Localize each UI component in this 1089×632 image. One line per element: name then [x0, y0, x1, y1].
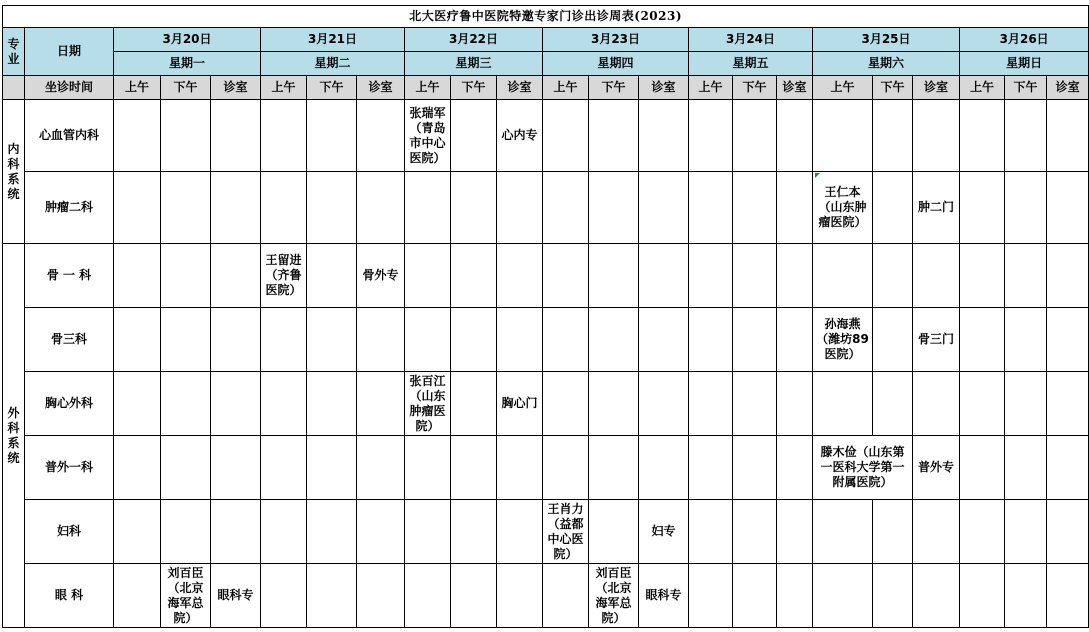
schedule-cell[interactable] [405, 244, 451, 308]
schedule-cell[interactable] [307, 244, 357, 308]
schedule-cell[interactable] [211, 308, 261, 372]
slot-room: 诊室 [777, 76, 813, 100]
department-label: 眼 科 [25, 564, 114, 628]
schedule-cell[interactable] [307, 436, 357, 500]
schedule-cell[interactable] [357, 436, 405, 500]
schedule-cell[interactable] [211, 500, 261, 564]
schedule-cell[interactable] [733, 564, 777, 628]
schedule-cell[interactable] [1005, 100, 1047, 172]
room-cell[interactable]: 骨外专 [357, 244, 405, 308]
room-cell[interactable]: 肿二门 [913, 172, 960, 244]
time-header: 坐诊时间 [25, 76, 114, 100]
day-date-sat: 3月25日 [813, 28, 960, 52]
schedule-cell[interactable] [1047, 564, 1089, 628]
schedule-cell[interactable] [777, 436, 813, 500]
slot-room: 诊室 [211, 76, 261, 100]
group-label: 内科系统 [3, 100, 25, 244]
schedule-cell[interactable] [589, 500, 639, 564]
department-label: 心血管内科 [25, 100, 114, 172]
schedule-cell[interactable] [307, 564, 357, 628]
schedule-cell[interactable] [960, 100, 1005, 172]
slot-afternoon: 下午 [733, 76, 777, 100]
schedule-cell[interactable] [497, 436, 543, 500]
slot-afternoon: 下午 [1005, 76, 1047, 100]
weekday-mon: 星期一 [114, 52, 261, 76]
schedule-cell[interactable] [960, 244, 1005, 308]
schedule-cell[interactable] [451, 500, 497, 564]
schedule-cell[interactable] [733, 500, 777, 564]
schedule-cell[interactable] [1005, 244, 1047, 308]
department-label: 胸心外科 [25, 372, 114, 436]
slot-morning: 上午 [405, 76, 451, 100]
schedule-cell[interactable] [873, 308, 913, 372]
schedule-cell[interactable] [451, 436, 497, 500]
schedule-cell[interactable] [357, 564, 405, 628]
slot-morning: 上午 [261, 76, 307, 100]
schedule-cell[interactable] [960, 308, 1005, 372]
schedule-cell[interactable] [960, 372, 1005, 436]
schedule-cell[interactable] [114, 564, 161, 628]
day-date-tue: 3月21日 [261, 28, 405, 52]
schedule-cell[interactable] [357, 308, 405, 372]
schedule-cell[interactable] [589, 100, 639, 172]
schedule-cell[interactable] [405, 308, 451, 372]
weekday-sat: 星期六 [813, 52, 960, 76]
schedule-cell[interactable] [161, 100, 211, 172]
schedule-cell[interactable] [733, 436, 777, 500]
schedule-cell[interactable] [873, 100, 913, 172]
department-label: 肿瘤二科 [25, 172, 114, 244]
schedule-cell[interactable] [497, 500, 543, 564]
schedule-cell[interactable] [733, 100, 777, 172]
schedule-cell[interactable] [114, 436, 161, 500]
department-label: 普外一科 [25, 436, 114, 500]
schedule-cell[interactable] [777, 308, 813, 372]
schedule-cell[interactable] [1005, 436, 1047, 500]
schedule-cell[interactable] [639, 308, 689, 372]
day-date-fri: 3月24日 [689, 28, 813, 52]
schedule-cell[interactable] [161, 308, 211, 372]
schedule-cell[interactable] [543, 564, 589, 628]
slot-afternoon: 下午 [307, 76, 357, 100]
schedule-cell[interactable] [1047, 172, 1089, 244]
schedule-cell[interactable] [913, 244, 960, 308]
schedule-cell[interactable] [873, 172, 913, 244]
group-label: 外科系统 [3, 244, 25, 628]
schedule-cell[interactable] [913, 564, 960, 628]
room-cell[interactable]: 普外专 [913, 436, 960, 500]
slot-morning: 上午 [543, 76, 589, 100]
table-row [3, 564, 1089, 628]
table-row [3, 100, 1089, 172]
schedule-cell[interactable] [405, 436, 451, 500]
schedule-cell[interactable] [211, 100, 261, 172]
schedule-cell[interactable] [639, 244, 689, 308]
schedule-cell[interactable] [777, 500, 813, 564]
schedule-cell[interactable] [689, 564, 733, 628]
schedule-cell[interactable] [261, 436, 307, 500]
schedule-cell[interactable] [307, 500, 357, 564]
schedule-cell[interactable] [307, 372, 357, 436]
department-label: 妇科 [25, 500, 114, 564]
schedule-cell[interactable] [261, 100, 307, 172]
day-date-mon: 3月20日 [114, 28, 261, 52]
doctor-cell[interactable]: 王仁本（山东肿瘤医院） [813, 172, 873, 244]
room-cell[interactable]: 骨三门 [913, 308, 960, 372]
schedule-cell[interactable] [873, 564, 913, 628]
schedule-cell[interactable] [211, 436, 261, 500]
schedule-cell[interactable] [689, 100, 733, 172]
slot-room: 诊室 [497, 76, 543, 100]
schedule-cell[interactable] [813, 500, 873, 564]
schedule-cell[interactable] [689, 244, 733, 308]
schedule-cell[interactable] [497, 308, 543, 372]
day-date-sun: 3月26日 [960, 28, 1089, 52]
schedule-cell[interactable] [211, 372, 261, 436]
schedule-cell[interactable] [261, 564, 307, 628]
schedule-cell[interactable] [639, 436, 689, 500]
schedule-cell[interactable] [1005, 372, 1047, 436]
schedule-cell[interactable] [589, 244, 639, 308]
doctor-cell[interactable]: 滕木俭（山东第一医科大学第一附属医院） [813, 436, 913, 500]
schedule-cell[interactable] [211, 172, 261, 244]
table-row [3, 172, 1089, 244]
schedule-cell[interactable] [777, 372, 813, 436]
day-date-thu: 3月23日 [543, 28, 689, 52]
schedule-cell[interactable] [543, 244, 589, 308]
schedule-cell[interactable] [639, 172, 689, 244]
schedule-cell[interactable] [777, 172, 813, 244]
schedule-cell[interactable] [497, 172, 543, 244]
slot-afternoon: 下午 [451, 76, 497, 100]
table-row [3, 244, 1089, 308]
schedule-cell[interactable] [161, 172, 211, 244]
schedule-table [2, 5, 1089, 628]
schedule-cell[interactable] [733, 372, 777, 436]
weekday-sun: 星期日 [960, 52, 1089, 76]
schedule-cell[interactable] [261, 308, 307, 372]
weekday-fri: 星期五 [689, 52, 813, 76]
schedule-cell[interactable] [357, 172, 405, 244]
room-cell[interactable]: 眼科专 [639, 564, 689, 628]
slot-morning: 上午 [813, 76, 873, 100]
schedule-cell[interactable] [114, 500, 161, 564]
slot-room: 诊室 [1047, 76, 1089, 100]
schedule-cell[interactable] [813, 564, 873, 628]
schedule-cell[interactable] [161, 500, 211, 564]
comment-indicator-icon [815, 173, 820, 178]
slot-morning: 上午 [960, 76, 1005, 100]
doctor-cell[interactable]: 刘百臣（北京海军总院） [589, 564, 639, 628]
schedule-cell[interactable] [1005, 500, 1047, 564]
weekday-wed: 星期三 [405, 52, 543, 76]
schedule-cell[interactable] [777, 564, 813, 628]
schedule-cell[interactable] [114, 308, 161, 372]
schedule-cell[interactable] [960, 436, 1005, 500]
doctor-cell[interactable]: 孙海燕（潍坊89医院） [813, 308, 873, 372]
schedule-cell[interactable] [873, 244, 913, 308]
slot-room: 诊室 [639, 76, 689, 100]
page-title: 北大医疗鲁中医院特邀专家门诊出诊周表(2023) [3, 6, 1089, 28]
schedule-cell[interactable] [689, 500, 733, 564]
schedule-cell[interactable] [777, 100, 813, 172]
slot-morning: 上午 [689, 76, 733, 100]
schedule-cell[interactable] [873, 500, 913, 564]
schedule-cell[interactable] [777, 244, 813, 308]
schedule-cell[interactable] [960, 172, 1005, 244]
schedule-cell[interactable] [813, 244, 873, 308]
schedule-cell[interactable] [813, 100, 873, 172]
table-row [3, 372, 1089, 436]
room-cell[interactable]: 妇专 [639, 500, 689, 564]
schedule-cell[interactable] [357, 100, 405, 172]
doctor-cell[interactable]: 张百江（山东肿瘤医院） [405, 372, 451, 436]
schedule-cell[interactable] [405, 500, 451, 564]
schedule-cell[interactable] [1047, 308, 1089, 372]
schedule-cell[interactable] [1005, 172, 1047, 244]
schedule-cell[interactable] [689, 372, 733, 436]
schedule-cell[interactable] [211, 244, 261, 308]
schedule-cell[interactable] [589, 436, 639, 500]
schedule-cell[interactable] [543, 436, 589, 500]
slot-room: 诊室 [913, 76, 960, 100]
schedule-cell[interactable] [161, 244, 211, 308]
schedule-cell[interactable] [639, 372, 689, 436]
room-cell[interactable]: 心内专 [497, 100, 543, 172]
doctor-cell[interactable]: 张瑞军（青岛市中心医院） [405, 100, 451, 172]
schedule-cell[interactable] [1047, 244, 1089, 308]
schedule-cell[interactable] [451, 100, 497, 172]
schedule-cell[interactable] [307, 100, 357, 172]
schedule-cell[interactable] [405, 564, 451, 628]
department-label: 骨 一 科 [25, 244, 114, 308]
schedule-cell[interactable] [161, 372, 211, 436]
schedule-cell[interactable] [589, 308, 639, 372]
schedule-cell[interactable] [261, 500, 307, 564]
slot-afternoon: 下午 [873, 76, 913, 100]
schedule-cell[interactable] [1047, 436, 1089, 500]
schedule-cell[interactable] [1047, 500, 1089, 564]
schedule-cell[interactable] [1047, 100, 1089, 172]
schedule-cell[interactable] [543, 308, 589, 372]
schedule-cell[interactable] [451, 372, 497, 436]
schedule-cell[interactable] [733, 172, 777, 244]
schedule-cell[interactable] [114, 172, 161, 244]
schedule-cell[interactable] [689, 436, 733, 500]
table-row [3, 500, 1089, 564]
schedule-cell[interactable] [405, 172, 451, 244]
doctor-cell[interactable]: 刘百臣（北京海军总院） [161, 564, 211, 628]
schedule-cell[interactable] [357, 372, 405, 436]
schedule-cell[interactable] [1005, 564, 1047, 628]
schedule-cell[interactable] [589, 172, 639, 244]
weekday-thu: 星期四 [543, 52, 689, 76]
slot-afternoon: 下午 [589, 76, 639, 100]
schedule-cell[interactable] [114, 100, 161, 172]
schedule-cell[interactable] [913, 100, 960, 172]
room-cell[interactable]: 眼科专 [211, 564, 261, 628]
schedule-cell[interactable] [114, 372, 161, 436]
schedule-cell[interactable] [913, 372, 960, 436]
schedule-cell[interactable] [639, 100, 689, 172]
schedule-cell[interactable] [960, 564, 1005, 628]
schedule-cell[interactable] [307, 308, 357, 372]
schedule-cell[interactable] [960, 500, 1005, 564]
schedule-cell[interactable] [813, 372, 873, 436]
schedule-cell[interactable] [114, 244, 161, 308]
day-date-wed: 3月22日 [405, 28, 543, 52]
schedule-cell[interactable] [1005, 308, 1047, 372]
weekday-tue: 星期二 [261, 52, 405, 76]
schedule-cell[interactable] [451, 564, 497, 628]
schedule-cell[interactable] [543, 172, 589, 244]
schedule-cell[interactable] [307, 172, 357, 244]
slot-afternoon: 下午 [161, 76, 211, 100]
specialty-header: 专业 [3, 28, 25, 76]
schedule-cell[interactable] [451, 308, 497, 372]
schedule-cell[interactable] [1047, 372, 1089, 436]
schedule-cell[interactable] [497, 564, 543, 628]
date-header: 日期 [25, 28, 114, 76]
schedule-cell[interactable] [261, 172, 307, 244]
slot-room: 诊室 [357, 76, 405, 100]
schedule-cell[interactable] [873, 372, 913, 436]
doctor-cell[interactable]: 王肖力（益都中心医院） [543, 500, 589, 564]
table-row [3, 308, 1089, 372]
schedule-cell[interactable] [913, 500, 960, 564]
schedule-cell[interactable] [261, 372, 307, 436]
schedule-cell[interactable] [733, 308, 777, 372]
schedule-cell[interactable] [733, 244, 777, 308]
room-cell[interactable]: 胸心门 [497, 372, 543, 436]
schedule-cell[interactable] [451, 172, 497, 244]
schedule-cell[interactable] [451, 244, 497, 308]
schedule-cell[interactable] [543, 372, 589, 436]
doctor-cell[interactable]: 王留进（齐鲁医院） [261, 244, 307, 308]
schedule-cell[interactable] [357, 500, 405, 564]
department-label: 骨三科 [25, 308, 114, 372]
blank-header [3, 76, 25, 100]
schedule-cell[interactable] [497, 244, 543, 308]
slot-morning: 上午 [114, 76, 161, 100]
schedule-cell[interactable] [689, 308, 733, 372]
schedule-cell[interactable] [161, 436, 211, 500]
schedule-cell[interactable] [543, 100, 589, 172]
schedule-cell[interactable] [589, 372, 639, 436]
schedule-cell[interactable] [689, 172, 733, 244]
table-row [3, 436, 1089, 500]
